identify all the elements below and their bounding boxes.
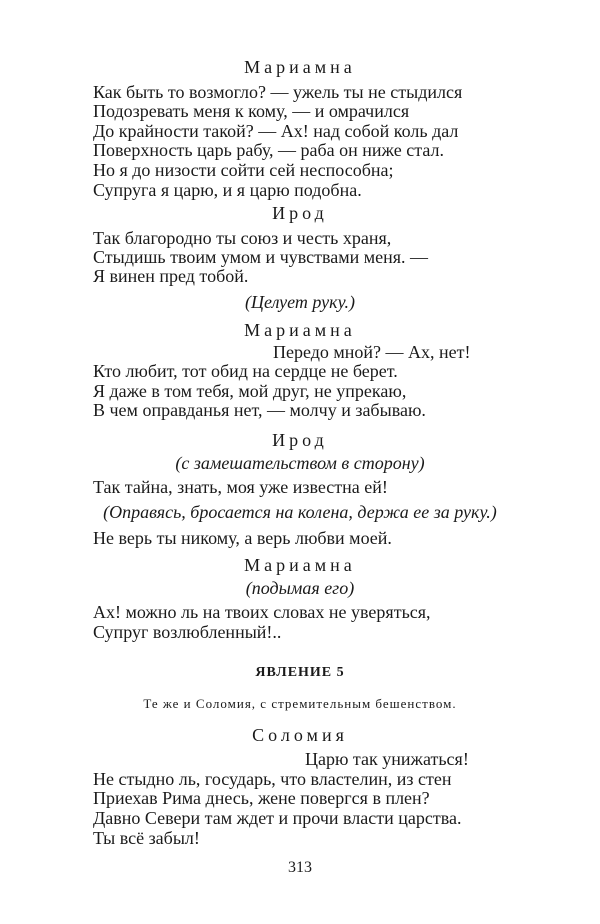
verse-line: Так тайна, знать, моя уже известна ей! <box>93 477 388 497</box>
verse-line: Не верь ты никому, а верь любви моей. <box>93 528 392 548</box>
verse-line: Стыдишь твоим умом и чувствами меня. — <box>93 247 429 267</box>
stage-direction: (Целует руку.) <box>245 292 355 312</box>
page-number: 313 <box>288 859 312 876</box>
stage-direction: (подымая его) <box>245 578 355 598</box>
verse-line: Царю так унижаться! <box>305 749 469 769</box>
speaker-name: Соломия <box>252 725 348 745</box>
verse-line: До крайности такой? — Ах! над собой коль дал <box>93 121 459 141</box>
verse-line: Давно Севери там ждет и прочи власти царства. <box>93 808 462 828</box>
verse-line: Ты всё забыл! <box>93 828 200 848</box>
verse-line: Поверхность царь рабу, — раба он ниже стал. <box>93 140 444 160</box>
verse-line: Не стыдно ль, государь, что властелин, из стен <box>93 769 452 789</box>
stage-direction: (с замешательством в сторону) <box>175 453 425 473</box>
verse-line: Передо мной? — Ах, нет! <box>273 342 471 362</box>
speaker-name: Мариамна <box>244 57 356 77</box>
speaker-name: Мариамна <box>244 320 356 340</box>
verse-line: Как быть то возмогло? — ужель ты не стыдился <box>93 82 463 102</box>
verse-line: Приехав Рима днесь, жене повергся в плен? <box>93 788 430 808</box>
speaker-name: Мариамна <box>244 555 356 575</box>
verse-line: Я винен пред тобой. <box>93 266 249 286</box>
speaker-name: Ирод <box>272 203 328 223</box>
scene-title: ЯВЛЕНИЕ 5 <box>255 665 345 680</box>
verse-line: Так благородно ты союз и честь храня, <box>93 228 392 248</box>
speaker-name: Ирод <box>272 430 328 450</box>
verse-line: Супруга я царю, и я царю подобна. <box>93 180 362 200</box>
verse-line: Но я до низости сойти сей неспособна; <box>93 160 394 180</box>
verse-line: Супруг возлюбленный!.. <box>93 622 282 642</box>
stage-direction: (Оправясь, бросается на колена, держа ее за руку.) <box>103 502 497 522</box>
verse-line: Я даже в том тебя, мой друг, не упрекаю, <box>93 381 407 401</box>
verse-line: Ах! можно ль на твоих словах не уверяться, <box>93 602 431 622</box>
verse-line: Кто любит, тот обид на сердце не берет. <box>93 361 398 381</box>
verse-line: В чем оправданья нет, — молчу и забываю. <box>93 400 426 420</box>
scene-direction: Те же и Соломия, с стремительным бешенством. <box>143 696 457 711</box>
verse-line: Подозревать меня к кому, — и омрачился <box>93 101 410 121</box>
